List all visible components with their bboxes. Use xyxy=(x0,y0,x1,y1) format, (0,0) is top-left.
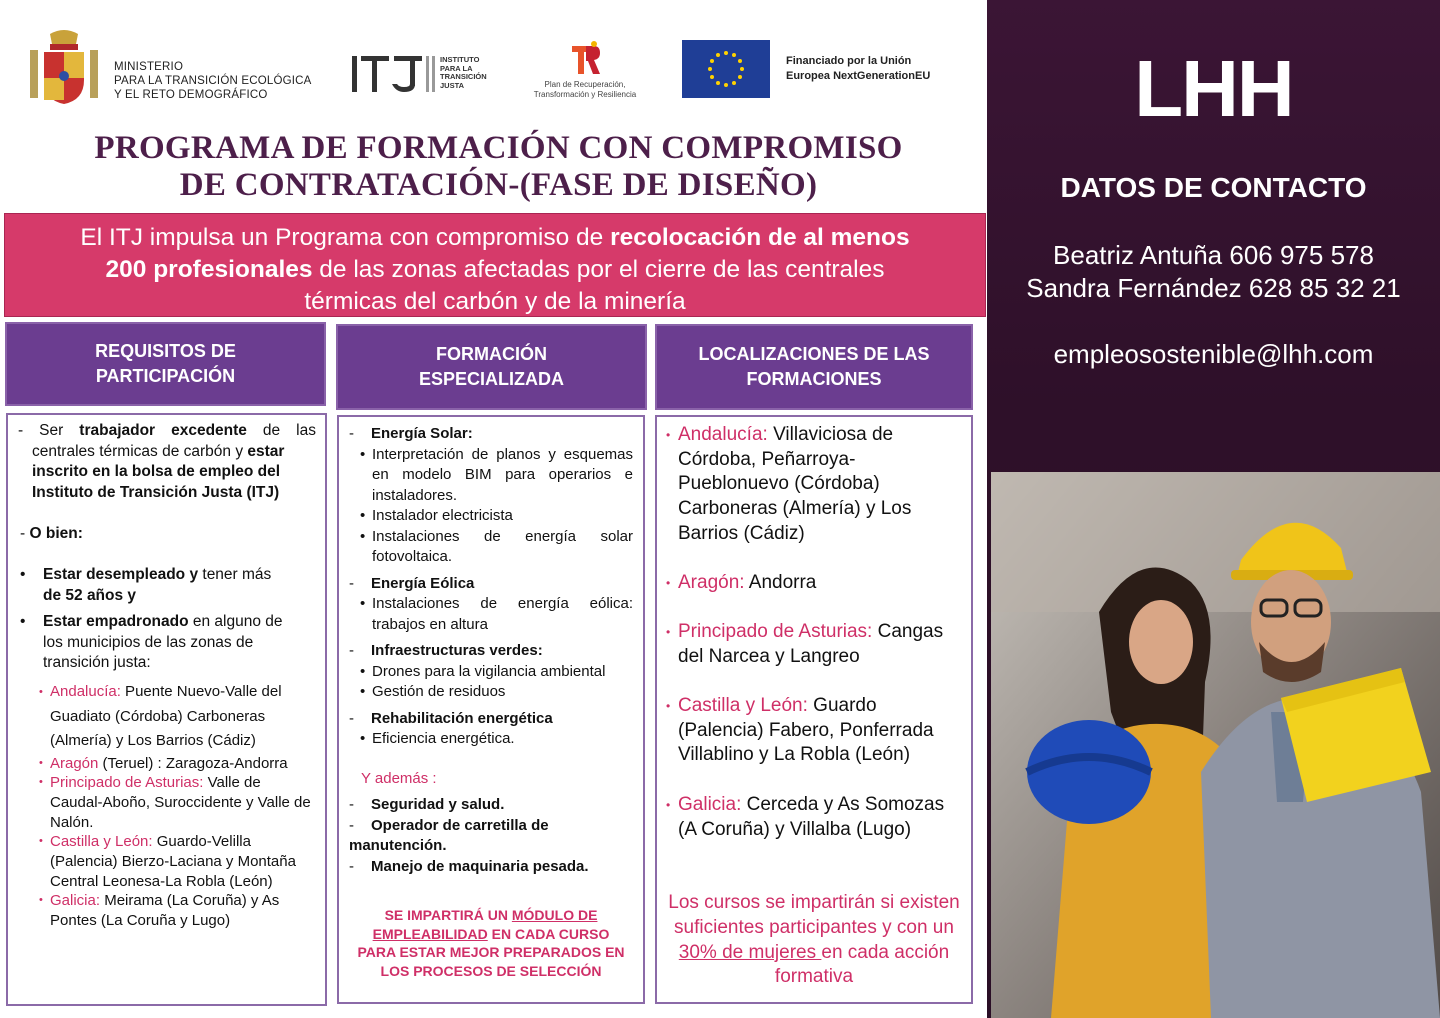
zonas-transicion-list xyxy=(42,680,312,931)
bullet-empadronado: • xyxy=(20,613,26,630)
req-text-1c: de las xyxy=(246,422,316,439)
banner-text-2: de las zonas afectadas por el cierre de las centrales xyxy=(312,256,885,283)
eu-logo xyxy=(682,40,952,98)
list-item: • Drones para la vigilancia ambiental xyxy=(360,662,633,683)
zona-name: Principado de Asturias: xyxy=(50,774,204,792)
requisito-empadronado xyxy=(20,612,320,674)
list-item: • Eficiencia energética. xyxy=(360,729,633,750)
formacion-header xyxy=(336,324,647,410)
prtr-line-1: Plan de Recuperación, xyxy=(544,80,626,89)
itj-logo xyxy=(352,52,492,94)
req-bold-4: Instituto de Transición Justa (ITJ) xyxy=(32,483,280,501)
ministerio-logo xyxy=(26,28,326,108)
loc-note-b: en cada acción formativa xyxy=(774,941,950,988)
formacion-list xyxy=(349,424,633,877)
desempleado-text: tener más xyxy=(198,566,272,583)
curso-infraestructuras-verdes xyxy=(349,641,633,662)
dash: - xyxy=(349,796,354,813)
zona-text: Puente Nuevo-Valle del Guadiato (Córdoba) Carboneras (Almería) y Los Barrios (Cádiz) xyxy=(50,683,282,749)
loc-text: Cangas del Narcea y Langreo xyxy=(678,621,944,667)
zona-name: Aragón xyxy=(50,754,99,772)
curso-energia-eolica xyxy=(349,574,633,595)
formacion-header-line-1: FORMACIÓN xyxy=(435,344,547,364)
loc-andalucia xyxy=(666,423,961,547)
list-item: • Instalaciones de energía eólica: trabajos en altura xyxy=(360,594,633,635)
extra-maquinaria xyxy=(349,857,633,878)
loc-text: Guardo (Palencia) Fabero, Ponferrada Villablino y La Robla (León) xyxy=(678,695,934,766)
loc-region: Castilla y León: xyxy=(678,695,808,716)
req-bold-1: trabajador excedente xyxy=(79,422,247,439)
loc-region: Principado de Asturias: xyxy=(678,621,873,642)
loc-castilla-leon xyxy=(666,694,961,768)
eu-flag-icon xyxy=(682,40,770,98)
localizaciones-header-line-2: FORMACIONES xyxy=(746,369,882,389)
zona-castilla-leon xyxy=(42,832,312,891)
empadronado-text: en alguno de xyxy=(188,613,283,630)
ministerio-line-3: Y EL RETO DEMOGRÁFICO xyxy=(114,89,268,101)
loc-region: Andalucía: xyxy=(678,424,768,445)
zona-text: Meirama (La Coruña) y As Pontes (La Coruña y Lugo) xyxy=(50,892,280,930)
loc-bullet: • xyxy=(666,625,671,639)
requisito-o-bien xyxy=(20,524,83,545)
page-title xyxy=(10,130,987,204)
zona-asturias xyxy=(42,773,312,832)
empadronado-text-3: transición justa: xyxy=(43,654,151,671)
eolica-items xyxy=(349,594,633,635)
loc-bullet: • xyxy=(666,699,671,713)
requisitos-header-line-2: PARTICIPACIÓN xyxy=(95,366,236,386)
spain-coat-of-arms-icon xyxy=(26,28,102,108)
loc-galicia xyxy=(666,793,961,842)
dash: - xyxy=(349,425,354,442)
prtr-line-2: Transformación y Resiliencia xyxy=(533,90,637,99)
zona-name: Castilla y León: xyxy=(50,833,153,851)
banner-bold-2: 200 profesionales xyxy=(105,256,313,283)
intro-banner xyxy=(4,213,986,317)
requisitos-header xyxy=(5,322,326,406)
contact-title: DATOS DE CONTACTO xyxy=(1060,172,1367,203)
workers-photo-illustration xyxy=(991,472,1440,1018)
contact-person-2: Sandra Fernández 628 85 32 21 xyxy=(1026,273,1401,303)
workers-photo xyxy=(991,472,1440,1018)
contact-panel xyxy=(987,0,1440,1018)
extra-seguridad xyxy=(349,795,633,816)
ministerio-line-2: PARA LA TRANSICIÓN ECOLÓGICA xyxy=(114,75,312,87)
curso-rehabilitacion xyxy=(349,709,633,730)
loc-bullet: • xyxy=(666,576,671,590)
zona-text: Valle de Caudal-Aboño, Suroccidente y Valle de Nalón. xyxy=(50,774,311,831)
loc-bullet: • xyxy=(666,798,671,812)
zona-aragon xyxy=(42,754,312,774)
banner-line-2 xyxy=(5,254,985,286)
extra-title: Seguridad y salud. xyxy=(371,796,505,813)
loc-asturias xyxy=(666,620,961,669)
list-item: • Instalaciones de energía solar fotovoltaica. xyxy=(360,527,633,568)
zona-name: Andalucía: xyxy=(50,683,121,700)
ministerio-line-1: MINISTERIO xyxy=(114,61,184,73)
solar-items xyxy=(349,445,633,568)
lhh-logo: LHH xyxy=(1134,44,1293,133)
loc-note-a: Los cursos se impartirán si existen suficientes participantes y con un xyxy=(668,892,960,938)
zona-text: Guardo-Velilla (Palencia) Bierzo-Laciana y Montaña Central Leonesa-La Robla (León) xyxy=(50,833,296,890)
localizaciones-header-line-1: LOCALIZACIONES DE LAS xyxy=(698,344,930,364)
desempleado-bold: Estar desempleado y xyxy=(43,566,199,583)
curso-title: Energía Eólica xyxy=(371,574,475,592)
req-bold-3: inscrito en la bolsa de empleo del xyxy=(32,463,281,480)
list-item: • Interpretación de planos y esquemas en modelo BIM para operarios e instaladores. xyxy=(360,445,633,507)
list-item: • Gestión de residuos xyxy=(360,682,633,703)
ademas-label: Y además : xyxy=(361,769,437,787)
empadronado-bold: Estar empadronado xyxy=(43,613,189,630)
curso-title: Infraestructuras verdes: xyxy=(371,642,543,659)
dash: - xyxy=(349,642,354,659)
banner-bold-1: recolocación de al menos xyxy=(610,224,910,251)
loc-bullet: • xyxy=(666,428,671,442)
note-underlined: MÓDULO DE EMPLEABILIDAD xyxy=(372,907,598,942)
curso-title: Rehabilitación energética xyxy=(371,709,553,727)
curso-title: Energía Solar: xyxy=(371,425,473,442)
empadronado-text-2: los municipios de las zonas de xyxy=(43,633,254,651)
loc-aragon xyxy=(666,571,961,596)
prtr-logo xyxy=(520,40,650,102)
desempleado-edad: de 52 años y xyxy=(43,586,137,604)
loc-text: Villaviciosa de Córdoba, Peñarroya-Pueblonuevo (Córdoba) Carboneras (Almería) y Los Barrios (Cádiz) xyxy=(678,424,912,544)
req-text-2a: centrales térmicas de carbón y xyxy=(32,442,248,460)
requisito-desempleado xyxy=(20,565,310,606)
itj-line-1: INSTITUTO xyxy=(440,55,480,64)
verdes-items xyxy=(349,662,633,703)
empleabilidad-note xyxy=(356,906,626,980)
banner-line-1 xyxy=(5,222,985,254)
formacion-header-line-2: ESPECIALIZADA xyxy=(418,369,564,389)
title-line-2: DE CONTRATACIÓN-(FASE DE DISEÑO) xyxy=(179,167,818,203)
title-line-1: PROGRAMA DE FORMACIÓN CON COMPROMISO xyxy=(94,130,903,166)
zona-text: (Teruel) : Zaragoza-Andorra xyxy=(98,754,288,772)
requisitos-header-line-1: REQUISITOS DE xyxy=(95,341,236,361)
note-text-b: EN CADA CURSO PARA ESTAR MEJOR PREPARADOS EN LOS PROCESOS DE SELECCIÓN xyxy=(357,925,625,979)
contact-person-1: Beatriz Antuña 606 975 578 xyxy=(1053,240,1374,270)
banner-line-3: térmicas del carbón y de la minería xyxy=(304,288,686,315)
obien-label: O bien: xyxy=(29,525,83,542)
dash: - xyxy=(349,816,354,834)
zona-andalucia xyxy=(42,680,312,754)
itj-line-4: JUSTA xyxy=(440,80,465,90)
loc-region: Aragón: xyxy=(678,572,745,593)
eu-line-1: Financiado por la Unión xyxy=(786,55,912,67)
obien-dash: - xyxy=(20,525,26,542)
loc-region: Galicia: xyxy=(678,794,742,815)
zona-name: Galicia: xyxy=(50,892,101,910)
rehab-items xyxy=(349,729,633,750)
requisito-excedente xyxy=(18,421,316,503)
loc-note-underlined: 30% de mujeres xyxy=(678,941,822,963)
dash: - xyxy=(349,857,354,875)
itj-mark-icon xyxy=(352,56,436,92)
itj-line-3: TRANSICIÓN xyxy=(440,72,487,81)
extra-title: Operador de carretilla de manutención. xyxy=(349,816,549,854)
note-text-a: SE IMPARTIRÁ UN xyxy=(384,907,512,923)
loc-text: Cerceda y As Somozas (A Coruña) y Villalba (Lugo) xyxy=(678,794,945,840)
loc-text: Andorra xyxy=(744,572,817,593)
itj-line-2: PARA LA xyxy=(440,63,473,73)
eu-line-2: Europea NextGenerationEU xyxy=(786,70,931,82)
req-bold-2: estar xyxy=(247,442,285,460)
localizaciones-header xyxy=(655,324,973,410)
prtr-mark-icon xyxy=(568,40,602,76)
contact-email[interactable]: empleosostenible@lhh.com xyxy=(1053,339,1374,369)
dash: - xyxy=(349,574,354,592)
list-item: • Instalador electricista xyxy=(360,506,633,527)
extra-carretilla xyxy=(349,816,633,857)
curso-energia-solar xyxy=(349,424,633,445)
extra-title: Manejo de maquinaria pesada. xyxy=(371,857,589,875)
banner-text-1: El ITJ impulsa un Programa con compromiso de xyxy=(80,224,611,251)
bullet-desempleado: • xyxy=(20,566,26,583)
dash: - xyxy=(349,709,354,727)
zona-galicia xyxy=(42,891,312,930)
cursos-condition-note xyxy=(664,891,964,990)
req-text-1a: - Ser xyxy=(18,422,80,439)
